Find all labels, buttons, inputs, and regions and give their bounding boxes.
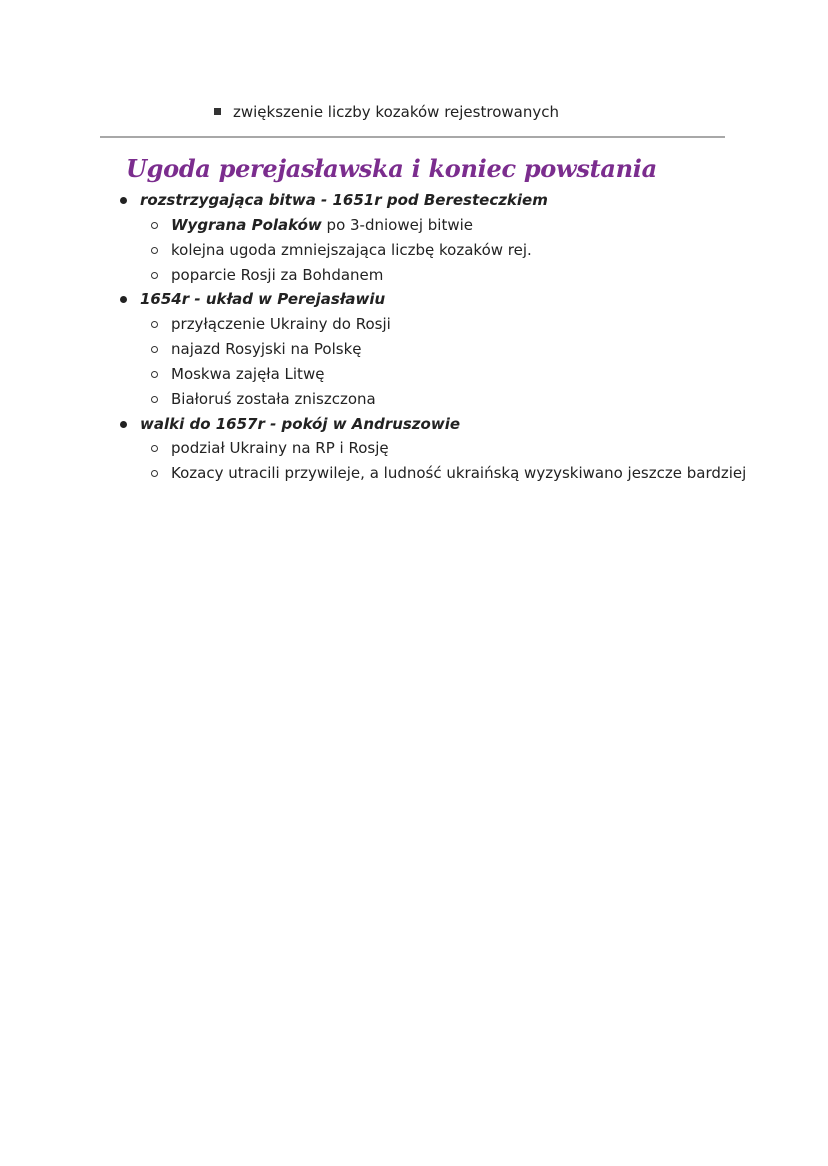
list-item-level2 [114, 238, 804, 263]
circle-bullet-icon [151, 222, 158, 229]
list-item-title: rozstrzygająca bitwa - 1651r pod Beresteczkiem [140, 191, 548, 209]
list-item-text: podział Ukrainy na RP i Rosję [171, 439, 389, 458]
disc-bullet-icon [120, 421, 127, 428]
section-heading: Ugoda perejasławska i koniec powstania [126, 154, 657, 183]
square-bullet-icon [214, 108, 221, 115]
list-item-level1 [114, 188, 804, 213]
list-item-level2 [114, 263, 804, 288]
list-item-previous [214, 101, 559, 123]
list-item-title: 1654r - układ w Perejasławiu [140, 290, 386, 309]
list-item-level2 [114, 362, 804, 387]
circle-bullet-icon [151, 470, 158, 477]
list-item-level2 [114, 312, 804, 337]
circle-bullet-icon [151, 247, 158, 254]
list-item-text: Białoruś została zniszczona [171, 389, 376, 408]
circle-bullet-icon [151, 321, 158, 328]
disc-bullet-icon [120, 197, 127, 204]
list-item-emphasis: Wygrana Polaków [171, 215, 322, 234]
list-item-level2 [114, 436, 804, 461]
circle-bullet-icon [151, 346, 158, 353]
list-item-title: walki do 1657r - pokój w Andruszowie [140, 414, 461, 433]
circle-bullet-icon [151, 445, 158, 452]
list-item-text: zwiększenie liczby kozaków rejestrowanych [233, 103, 559, 121]
list-item-level2 [114, 337, 804, 362]
list-item-text: poparcie Rosji za Bohdanem [171, 265, 384, 284]
circle-bullet-icon [151, 272, 158, 279]
list-item-text: Moskwa zajęła Litwę [171, 364, 325, 383]
list-item-text: kolejna ugoda zmniejszająca liczbę kozaków rej. [171, 240, 532, 259]
list-item-text: Kozacy utracili przywileje, a ludność ukraińską wyzyskiwano jeszcze bardziej [171, 464, 747, 483]
bullet-list [114, 188, 804, 486]
list-item-level2 [114, 387, 804, 412]
circle-bullet-icon [151, 371, 158, 378]
disc-bullet-icon [120, 296, 127, 303]
list-item-level2 [114, 213, 804, 238]
list-item-text: przyłączenie Ukrainy do Rosji [171, 315, 391, 334]
list-item-level2 [114, 461, 804, 486]
list-item-level1 [114, 412, 804, 437]
list-item-level1 [114, 287, 804, 312]
horizontal-divider [100, 136, 725, 138]
list-item-text: po 3-dniowej bitwie [321, 215, 474, 234]
list-item-text: najazd Rosyjski na Polskę [171, 340, 362, 359]
circle-bullet-icon [151, 396, 158, 403]
